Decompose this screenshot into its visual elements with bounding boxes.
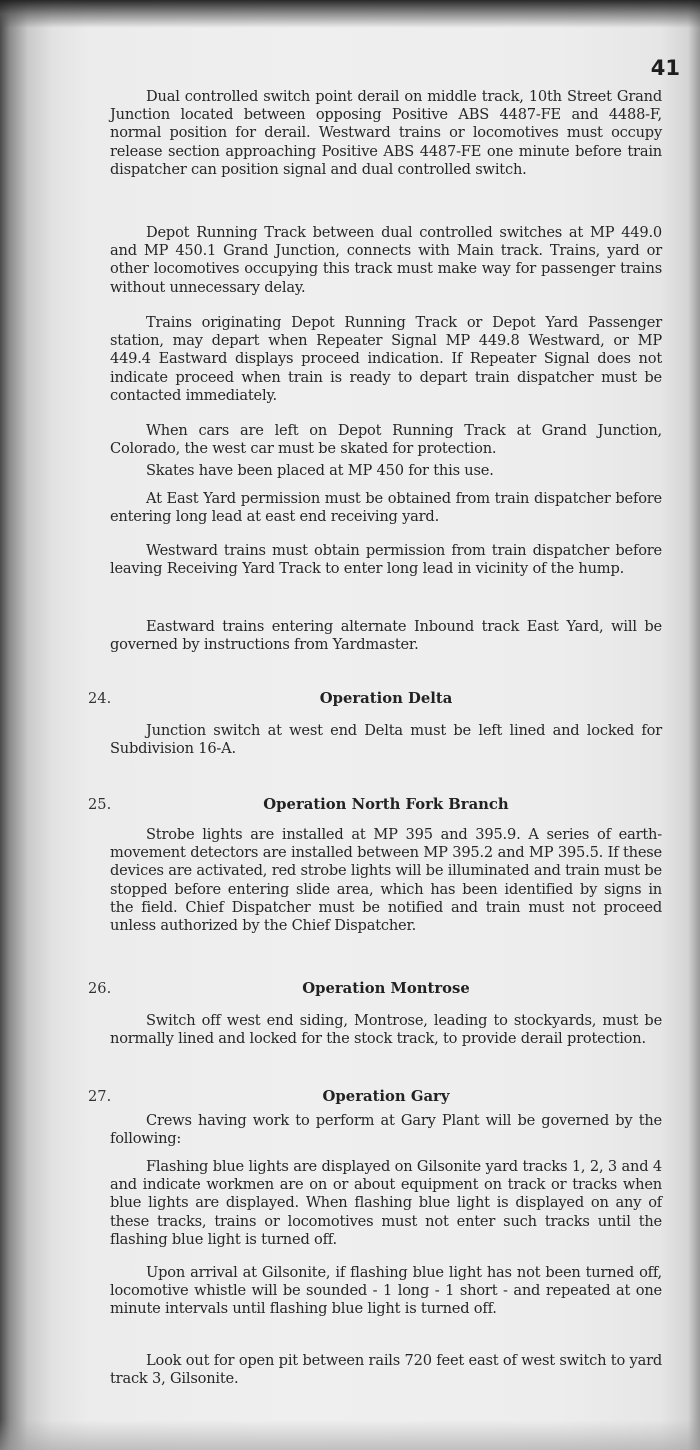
paragraph: Depot Running Track between dual controlled switches at MP 449.0 and MP 450.1 Grand Junction, connects with Main track. Trains, yard or other locomotives occupying this track must make way for passenger trains without unnecessary delay. <box>110 224 662 296</box>
paragraph-block <box>110 422 662 458</box>
page-top-shadow <box>0 0 700 28</box>
section-heading <box>88 690 662 712</box>
paragraph: Dual controlled switch point derail on middle track, 10th Street Grand Junction located between opposing Positive ABS 4487-FE and 4488-F, normal position for derail. Westward trains or locomotives must occupy release section approaching Positive ABS 4487-FE one minute before train dispatcher can position signal and dual controlled switch. <box>110 88 662 178</box>
paragraph-block <box>110 490 662 526</box>
section-heading <box>88 1088 662 1110</box>
paragraph-block <box>110 542 662 578</box>
paragraph-block <box>110 462 662 480</box>
paragraph: Trains originating Depot Running Track or Depot Yard Passenger station, may depart when Repeater Signal MP 449.8 Westward, or MP 449.4 Eastward displays proceed indication. If Repeater Signal does not indicate proceed when train is ready to depart train dispatcher must be contacted immediately. <box>110 314 662 404</box>
paragraph: Flashing blue lights are displayed on Gilsonite yard tracks 1, 2, 3 and 4 and indicate workmen are on or about equipment on track or tracks when blue lights are displayed. When flashing blue light is displayed on any of these tracks, trains or locomotives must not enter such tracks until the flashing blue light is turned off. <box>110 1158 662 1248</box>
paragraph: Switch off west end siding, Montrose, leading to stockyards, must be normally lined and locked for the stock track, to provide derail protection. <box>110 1012 662 1048</box>
section-number: 24. <box>88 690 112 707</box>
page-bottom-shadow <box>0 1420 700 1450</box>
paragraph-block <box>110 1264 662 1319</box>
paragraph: Junction switch at west end Delta must be left lined and locked for Subdivision 16-A. <box>110 722 662 758</box>
paragraph-block <box>110 1112 662 1148</box>
paragraph-block <box>110 314 662 405</box>
paragraph: Eastward trains entering alternate Inbound track East Yard, will be governed by instructions from Yardmaster. <box>110 618 662 654</box>
paragraph-block <box>110 1012 662 1048</box>
paragraph: Crews having work to perform at Gary Plant will be governed by the following: <box>110 1112 662 1148</box>
paragraph-block <box>110 1352 662 1388</box>
section-number: 27. <box>88 1088 112 1105</box>
paragraph-block <box>110 224 662 297</box>
paragraph-block <box>110 826 662 935</box>
paragraph: Strobe lights are installed at MP 395 and 395.9. A series of earth-movement detectors are installed between MP 395.2 and MP 395.5. If these devices are activated, red strobe lights will be illuminated and train must be stopped before entering slide area, which has been identified by signs in the field. Chief Dispatcher must be notified and train must not proceed unless authorized by the Chief Dispatcher. <box>110 826 662 935</box>
page-number: 41 <box>650 56 680 80</box>
paragraph: Westward trains must obtain permission from train dispatcher before leaving Receiving Yard Track to enter long lead in vicinity of the hump. <box>110 542 662 578</box>
section-title: Operation North Fork Branch <box>263 796 509 813</box>
paragraph-block <box>110 1158 662 1249</box>
paragraph-block <box>110 618 662 654</box>
section-number: 26. <box>88 980 112 997</box>
section-title: Operation Delta <box>319 690 453 707</box>
paragraph: Look out for open pit between rails 720 feet east of west switch to yard track 3, Gilsonite. <box>110 1352 662 1388</box>
section-title: Operation Gary <box>322 1088 450 1105</box>
paragraph: At East Yard permission must be obtained from train dispatcher before entering long lead at east end receiving yard. <box>110 490 662 526</box>
section-heading <box>88 796 662 818</box>
paragraph: Upon arrival at Gilsonite, if flashing blue light has not been turned off, locomotive whistle will be sounded - 1 long - 1 short - and repeated at one minute intervals until flashing blue light is turned off. <box>110 1264 662 1318</box>
paragraph-block <box>110 88 662 179</box>
section-title: Operation Montrose <box>302 980 470 997</box>
paragraph-block <box>110 722 662 758</box>
paragraph: When cars are left on Depot Running Track at Grand Junction, Colorado, the west car must be skated for protection. <box>110 422 662 458</box>
section-number: 25. <box>88 796 112 813</box>
paragraph: Skates have been placed at MP 450 for this use. <box>146 462 494 479</box>
section-heading <box>88 980 662 1002</box>
